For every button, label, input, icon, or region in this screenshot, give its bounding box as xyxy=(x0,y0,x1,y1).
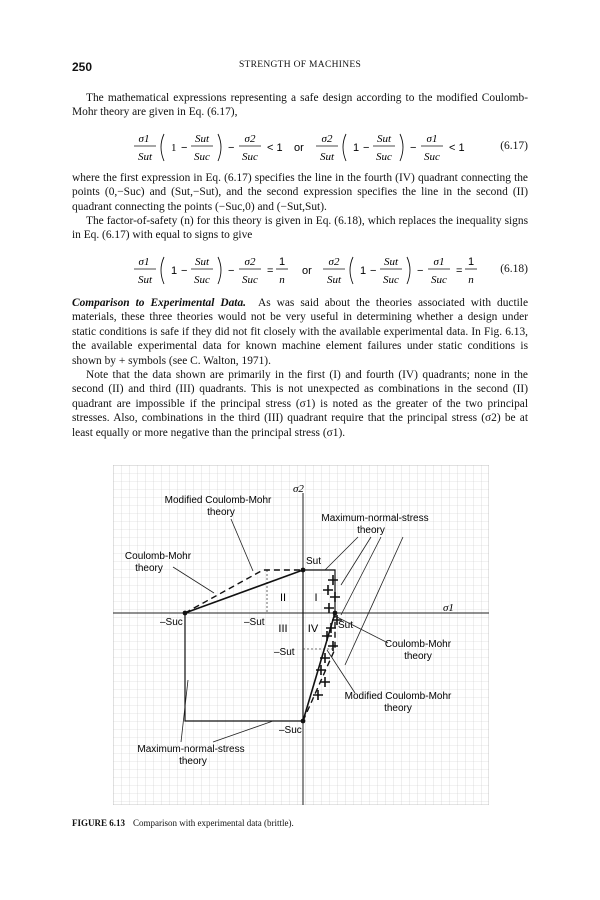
eq618b-inner-sut: Sut xyxy=(383,256,399,268)
note-paragraph: Note that the data shown are primarily in the first (I) and fourth (IV) quadrants; none in the second (II) and third (III) quadrants. This is not unexpected as combinations in the second (II) quadrant are impossible if the principal stress (σ1) is noted as the greater of the two principal stresses. Also, combinations in the third (III) quadrant require that the principal stress (σ2) be at least equally or more negative than the principal stress (σ1). xyxy=(72,369,528,439)
callout-max-normal-top-1: Maximum-normal-stress xyxy=(321,513,429,524)
eq2-minus: − xyxy=(363,142,370,154)
label-neg-suc-vertical: –Suc xyxy=(279,725,302,736)
quadrant-II-label: II xyxy=(279,592,287,604)
quadrant-III-label: III xyxy=(278,623,288,635)
eq618-sigma2: σ2 xyxy=(244,256,256,268)
eq618b-minus2: − xyxy=(417,265,424,277)
eq618-minus2: − xyxy=(228,265,235,277)
eq618b-frac-one: 1 xyxy=(467,256,475,268)
comparison-text: As was said about the theories associated with ductile materials, these three theories would not be very useful in determining whether a design under static conditions is safe if they did not fit closely with the available experimental data. In Fig. 6.13, the available experimental data for known machine element failures under static conditions is shown by + symbols (see C. Walton, 1971). xyxy=(72,297,529,367)
callout-coulomb-mohr-right-1: Coulomb-Mohr xyxy=(384,639,452,650)
eq618b-suc: Suc xyxy=(431,274,447,286)
callout-modified-cm-right-2: theory xyxy=(384,703,412,714)
label-sut-top: Sut xyxy=(306,556,322,567)
eq2-minus2: − xyxy=(410,142,417,154)
eq1-den-sut: Sut xyxy=(137,151,153,163)
callout-modified-cm-right-1: Modified Coulomb-Mohr xyxy=(344,691,452,702)
eq2-inner-sut: Sut xyxy=(376,133,392,145)
eq-or: or xyxy=(294,142,304,154)
eq2-suc: Suc xyxy=(424,151,440,163)
sigma2-axis-label: σ2 xyxy=(293,483,304,495)
eq1-one: 1 xyxy=(171,142,177,154)
eq618-minus: − xyxy=(181,265,188,277)
eq618-sut: Sut xyxy=(137,274,153,286)
eq2-inner-suc: Suc xyxy=(376,151,392,163)
quadrant-I-label: I xyxy=(314,592,318,604)
page-number: 250 xyxy=(72,60,93,74)
sigma1-axis-label: σ1 xyxy=(443,602,454,614)
eq2-sigma1: σ1 xyxy=(426,133,438,145)
eq618-one: 1 xyxy=(171,265,178,277)
eq618b-eq: = xyxy=(456,265,463,277)
callout-modified-cm-top-2: theory xyxy=(207,507,235,518)
paragraph-after-6-17: where the first expression in Eq. (6.17) specifies the line in the fourth (IV) quadrant connecting the points (0,−Suc) and (Sut,−Sut), and the second expression specifies the line in the second (II) quadrant connecting the points (−Suc,0) and (−Sut,Sut). xyxy=(72,172,528,213)
eq1-inner-sut: Sut xyxy=(194,133,210,145)
eq618b-n: n xyxy=(468,274,474,286)
equation-number-6-18: (6.18) xyxy=(500,263,528,275)
callout-modified-cm-top-1: Modified Coulomb-Mohr xyxy=(164,495,272,506)
label-neg-sut-horizontal: –Sut xyxy=(244,617,265,628)
eq618-eq: = xyxy=(267,265,274,277)
eq618-or: or xyxy=(302,265,312,277)
eq1-suc: Suc xyxy=(242,151,258,163)
equation-6-18 xyxy=(72,250,528,290)
eq1-minus2: − xyxy=(228,142,235,154)
quadrant-IV-label: IV xyxy=(307,623,319,635)
eq618b-sut: Sut xyxy=(326,274,342,286)
eq618-inner-suc: Suc xyxy=(194,274,210,286)
vertex-sut-right xyxy=(333,611,338,616)
eq618-sigma1: σ1 xyxy=(138,256,150,268)
comparison-paragraph xyxy=(72,296,528,368)
eq2-lt: < 1 xyxy=(449,142,465,154)
eq618b-minus: − xyxy=(370,265,377,277)
eq1-minus: − xyxy=(181,142,188,154)
eq618b-sigma2: σ2 xyxy=(328,256,340,268)
eq1-sigma2: σ2 xyxy=(244,133,256,145)
eq618-suc: Suc xyxy=(242,274,258,286)
eq618-frac-one: 1 xyxy=(278,256,286,268)
eq1-num-sigma1: σ1 xyxy=(138,133,150,145)
eq618-n: n xyxy=(279,274,285,286)
label-neg-suc-horizontal: –Suc xyxy=(160,617,183,628)
paragraph-factor-of-safety: The factor-of-safety (n) for this theory is given in Eq. (6.18), which replaces the inequality signs in Eq. (6.17) with equal to signs to give xyxy=(72,215,528,242)
figure-caption-label: FIGURE 6.13 xyxy=(72,818,126,828)
vertex-neg-suc-bottom xyxy=(301,719,306,724)
intro-paragraph: The mathematical expressions representing a safe design according to the modified Coulomb-Mohr theory are given in Eq. (6.17), xyxy=(72,92,528,119)
equation-6-17-graphic xyxy=(72,127,492,167)
callout-coulomb-mohr-right-2: theory xyxy=(404,651,432,662)
eq618b-sigma1: σ1 xyxy=(433,256,445,268)
figure-6-13 xyxy=(113,465,489,805)
eq1-lt: < 1 xyxy=(267,142,283,154)
label-sut-right: Sut xyxy=(338,620,354,631)
figure-caption xyxy=(72,818,294,828)
callout-coulomb-mohr-left-2: theory xyxy=(135,563,163,574)
vertex-neg-suc xyxy=(183,611,188,616)
figure-caption-text: Comparison with experimental data (brittle). xyxy=(133,818,294,828)
eq2-one: 1 xyxy=(353,142,360,154)
eq1-inner-suc: Suc xyxy=(194,151,210,163)
eq2-num-sigma2: σ2 xyxy=(321,133,333,145)
eq618b-inner-suc: Suc xyxy=(383,274,399,286)
equation-number-6-17: (6.17) xyxy=(500,140,528,152)
label-neg-sut-vertical: –Sut xyxy=(274,647,295,658)
vertex-sut-top xyxy=(301,568,306,573)
eq618b-one: 1 xyxy=(360,265,367,277)
eq2-den-sut: Sut xyxy=(319,151,335,163)
comparison-heading: Comparison to Experimental Data. xyxy=(72,297,246,309)
callout-coulomb-mohr-left-1: Coulomb-Mohr xyxy=(124,551,192,562)
equation-6-17 xyxy=(72,127,528,167)
running-head: STRENGTH OF MACHINES xyxy=(238,60,362,70)
callout-max-normal-bottom-1: Maximum-normal-stress xyxy=(137,744,245,755)
equation-6-18-graphic xyxy=(72,250,492,290)
callout-max-normal-top-2: theory xyxy=(357,525,385,536)
callout-max-normal-bottom-2: theory xyxy=(179,756,207,767)
eq618-inner-sut: Sut xyxy=(194,256,210,268)
